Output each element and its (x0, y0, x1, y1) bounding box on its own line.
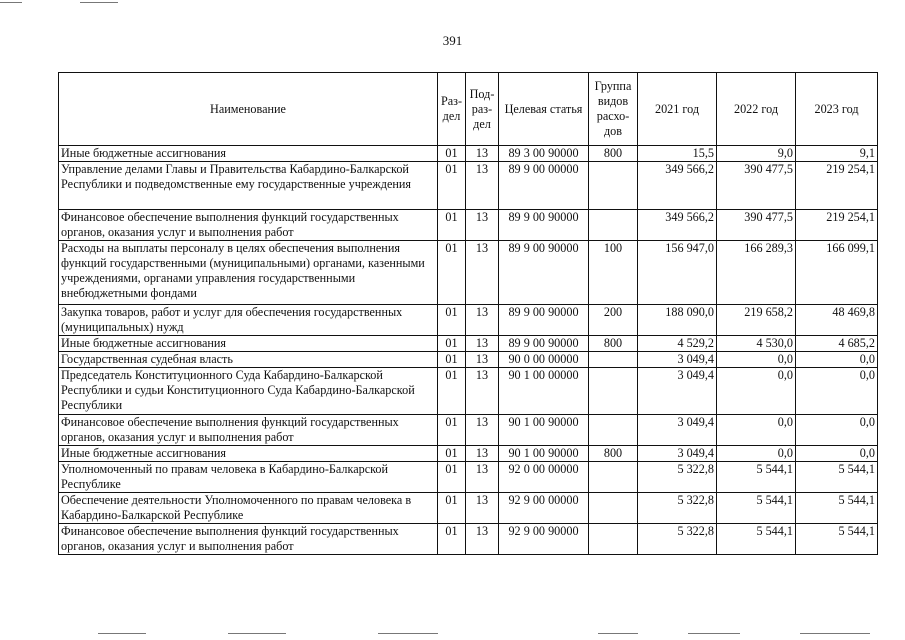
row-expense-group (589, 524, 638, 555)
table-row (59, 493, 878, 524)
table-row (59, 415, 878, 446)
row-name: Иные бюджетные ассигнования (59, 146, 438, 162)
row-section: 01 (438, 210, 466, 241)
table-row (59, 305, 878, 336)
header-2021: 2021 год (638, 73, 717, 146)
row-name: Финансовое обеспечение выполнения функций государственных органов, оказания услуг и выполнения работ (59, 524, 438, 555)
table-row (59, 146, 878, 162)
row-value-2022: 5 544,1 (717, 524, 796, 555)
row-name: Иные бюджетные ассигнования (59, 336, 438, 352)
row-value-2021: 349 566,2 (638, 210, 717, 241)
scan-edge-mark (800, 633, 870, 634)
row-value-2021: 5 322,8 (638, 524, 717, 555)
row-subsection: 13 (466, 524, 499, 555)
row-value-2023: 5 544,1 (796, 462, 878, 493)
row-subsection: 13 (466, 352, 499, 368)
row-name: Государственная судебная власть (59, 352, 438, 368)
row-section: 01 (438, 305, 466, 336)
row-value-2021: 5 322,8 (638, 493, 717, 524)
row-value-2022: 390 477,5 (717, 162, 796, 210)
row-subsection: 13 (466, 493, 499, 524)
row-expense-group: 800 (589, 446, 638, 462)
row-target-item: 89 9 00 90000 (499, 241, 589, 305)
row-value-2023: 0,0 (796, 368, 878, 415)
row-subsection: 13 (466, 368, 499, 415)
row-subsection: 13 (466, 446, 499, 462)
table-row (59, 162, 878, 210)
row-name: Уполномоченный по правам человека в Кабардино-Балкарской Республике (59, 462, 438, 493)
row-section: 01 (438, 493, 466, 524)
scan-edge-mark (228, 633, 286, 634)
row-expense-group: 200 (589, 305, 638, 336)
row-expense-group (589, 162, 638, 210)
row-value-2022: 390 477,5 (717, 210, 796, 241)
row-value-2021: 15,5 (638, 146, 717, 162)
row-value-2021: 4 529,2 (638, 336, 717, 352)
scan-edge-mark (0, 2, 22, 3)
table-row (59, 446, 878, 462)
row-expense-group (589, 352, 638, 368)
row-value-2023: 219 254,1 (796, 162, 878, 210)
row-expense-group (589, 368, 638, 415)
header-name: Наименование (59, 73, 438, 146)
scan-edge-mark (378, 633, 438, 634)
header-section: Раз-дел (438, 73, 466, 146)
row-value-2022: 9,0 (717, 146, 796, 162)
row-value-2022: 5 544,1 (717, 462, 796, 493)
row-value-2022: 219 658,2 (717, 305, 796, 336)
row-name: Председатель Конституционного Суда Кабардино-Балкарской Республики и судьи Конституционного Суда Кабардино-Балкарской Республики (59, 368, 438, 415)
row-target-item: 92 0 00 00000 (499, 462, 589, 493)
row-target-item: 89 9 00 00000 (499, 162, 589, 210)
row-name: Закупка товаров, работ и услуг для обеспечения государственных (муниципальных) нужд (59, 305, 438, 336)
table-row (59, 524, 878, 555)
row-name: Иные бюджетные ассигнования (59, 446, 438, 462)
row-value-2021: 5 322,8 (638, 462, 717, 493)
row-expense-group (589, 493, 638, 524)
table-row (59, 462, 878, 493)
row-value-2023: 5 544,1 (796, 524, 878, 555)
row-value-2022: 5 544,1 (717, 493, 796, 524)
table-row (59, 352, 878, 368)
row-section: 01 (438, 368, 466, 415)
table-header-row (59, 73, 878, 146)
row-value-2023: 166 099,1 (796, 241, 878, 305)
row-expense-group (589, 210, 638, 241)
row-value-2021: 3 049,4 (638, 368, 717, 415)
row-expense-group: 800 (589, 146, 638, 162)
row-expense-group (589, 415, 638, 446)
row-subsection: 13 (466, 336, 499, 352)
row-value-2021: 156 947,0 (638, 241, 717, 305)
row-subsection: 13 (466, 305, 499, 336)
row-section: 01 (438, 446, 466, 462)
row-target-item: 89 9 00 90000 (499, 305, 589, 336)
row-subsection: 13 (466, 241, 499, 305)
row-value-2023: 0,0 (796, 446, 878, 462)
row-target-item: 90 1 00 90000 (499, 446, 589, 462)
row-value-2021: 3 049,4 (638, 352, 717, 368)
row-value-2021: 3 049,4 (638, 446, 717, 462)
row-value-2022: 0,0 (717, 352, 796, 368)
row-section: 01 (438, 415, 466, 446)
row-target-item: 92 9 00 90000 (499, 524, 589, 555)
header-2023: 2023 год (796, 73, 878, 146)
scan-edge-mark (688, 633, 740, 634)
row-value-2021: 188 090,0 (638, 305, 717, 336)
row-value-2021: 349 566,2 (638, 162, 717, 210)
row-expense-group (589, 462, 638, 493)
budget-table (58, 72, 878, 555)
row-value-2022: 166 289,3 (717, 241, 796, 305)
row-subsection: 13 (466, 415, 499, 446)
row-section: 01 (438, 241, 466, 305)
scan-edge-mark (98, 633, 146, 634)
row-subsection: 13 (466, 210, 499, 241)
row-target-item: 90 1 00 90000 (499, 415, 589, 446)
row-section: 01 (438, 352, 466, 368)
row-target-item: 89 3 00 90000 (499, 146, 589, 162)
row-expense-group: 800 (589, 336, 638, 352)
row-target-item: 89 9 00 90000 (499, 336, 589, 352)
row-subsection: 13 (466, 146, 499, 162)
row-value-2022: 0,0 (717, 446, 796, 462)
row-subsection: 13 (466, 162, 499, 210)
row-section: 01 (438, 336, 466, 352)
row-name: Расходы на выплаты персоналу в целях обеспечения выполнения функций государственными (муниципальными) органами, казенными учреждениями, органами управления государственными внебюджетными фондами (59, 241, 438, 305)
row-name: Финансовое обеспечение выполнения функций государственных органов, оказания услуг и выполнения работ (59, 210, 438, 241)
row-section: 01 (438, 462, 466, 493)
scan-edge-mark (80, 2, 118, 3)
table-row (59, 210, 878, 241)
row-name: Управление делами Главы и Правительства Кабардино-Балкарской Республики и подведомственные ему государственные учреждения (59, 162, 438, 210)
row-target-item: 90 1 00 00000 (499, 368, 589, 415)
table-row (59, 241, 878, 305)
row-value-2023: 5 544,1 (796, 493, 878, 524)
row-name: Финансовое обеспечение выполнения функций государственных органов, оказания услуг и выполнения работ (59, 415, 438, 446)
scan-edge-mark (598, 633, 638, 634)
row-value-2023: 4 685,2 (796, 336, 878, 352)
row-target-item: 92 9 00 00000 (499, 493, 589, 524)
row-value-2021: 3 049,4 (638, 415, 717, 446)
row-value-2022: 0,0 (717, 368, 796, 415)
row-value-2023: 9,1 (796, 146, 878, 162)
row-expense-group: 100 (589, 241, 638, 305)
header-subsection: Под-раз-дел (466, 73, 499, 146)
row-value-2023: 0,0 (796, 415, 878, 446)
row-value-2023: 0,0 (796, 352, 878, 368)
row-value-2022: 0,0 (717, 415, 796, 446)
row-subsection: 13 (466, 462, 499, 493)
header-2022: 2022 год (717, 73, 796, 146)
row-section: 01 (438, 162, 466, 210)
table-row (59, 368, 878, 415)
table-row (59, 336, 878, 352)
header-target-item: Целевая статья (499, 73, 589, 146)
row-target-item: 89 9 00 90000 (499, 210, 589, 241)
row-value-2023: 219 254,1 (796, 210, 878, 241)
row-target-item: 90 0 00 00000 (499, 352, 589, 368)
header-expense-group: Группа видов расхо-дов (589, 73, 638, 146)
page-number: 391 (442, 33, 463, 48)
row-value-2023: 48 469,8 (796, 305, 878, 336)
row-section: 01 (438, 524, 466, 555)
row-value-2022: 4 530,0 (717, 336, 796, 352)
row-name: Обеспечение деятельности Уполномоченного по правам человека в Кабардино-Балкарской Республике (59, 493, 438, 524)
row-section: 01 (438, 146, 466, 162)
